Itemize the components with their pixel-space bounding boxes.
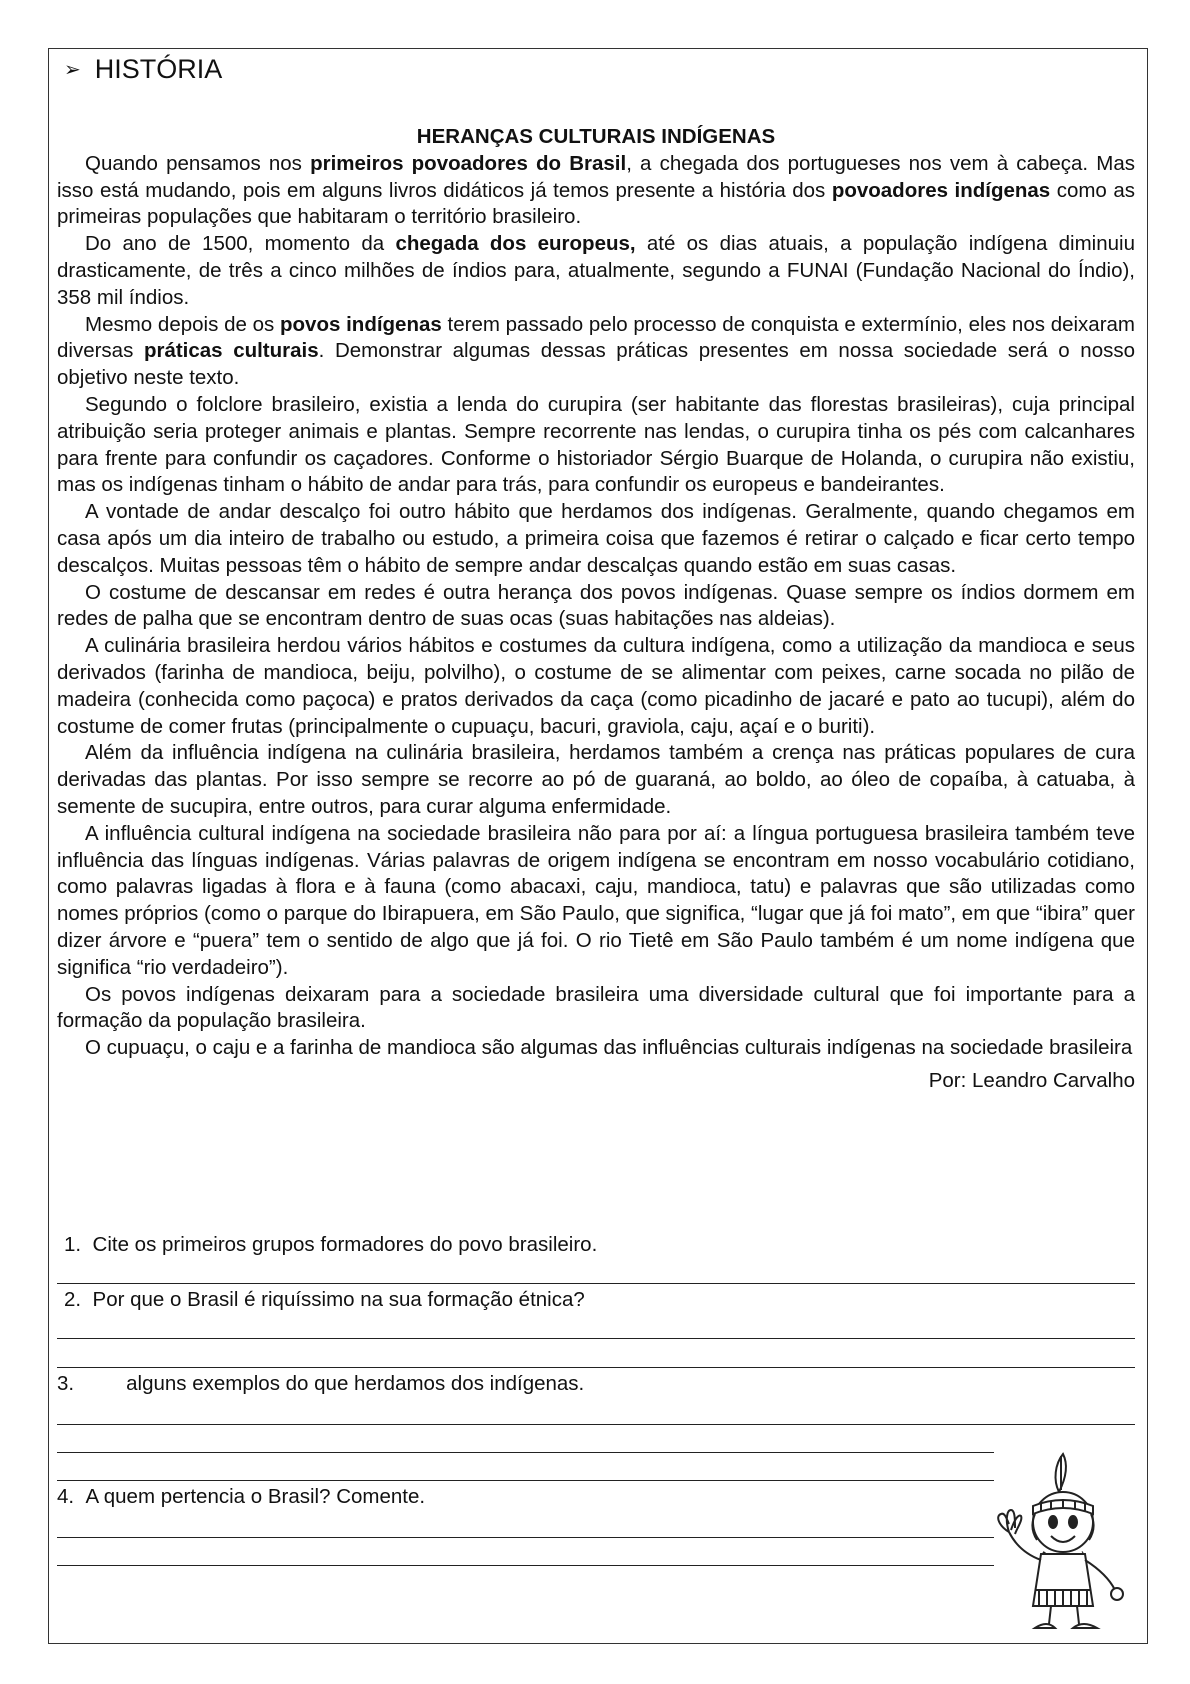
p3-bold-d: práticas culturais: [143, 339, 319, 363]
p1-text-a: Quando pensamos nos: [85, 151, 311, 175]
answer-line[interactable]: [57, 1480, 994, 1481]
p3-text-e: . Demonstrar algumas dessas práticas presentes em nossa sociedade será o nosso objetivo neste texto.: [57, 339, 1136, 390]
paragraph-10: Os povos indígenas deixaram para a sociedade brasileira uma diversidade cultural que foi importante para a formação da população brasileira.: [57, 982, 1135, 1033]
question-text: alguns exemplos do que herdamos dos indígenas.: [126, 1372, 585, 1395]
paragraph-11: O cupuaçu, o caju e a farinha de mandioca são algumas das influências culturais indígenas na sociedade brasileira: [85, 1036, 1133, 1060]
question-1: [64, 1233, 597, 1257]
p2-text-a: Do ano de 1500, momento da: [85, 232, 396, 256]
paragraph-4: Segundo o folclore brasileiro, existia a lenda do curupira (ser habitante das florestas brasileiras), cuja principal atribuição seria proteger animais e plantas. Sempre recorrente nas lendas, o curupira tinha os pés com calcanhares para frente para confundir os caçadores. Conforme o historiador Sérgio Buarque de Holanda, o curupira não existiu, mas os indígenas tinham o hábito de andar para trás, para confundir os europeus e bandeirantes.: [57, 392, 1135, 497]
answer-line[interactable]: [57, 1338, 1135, 1339]
question-text: A quem pertencia o Brasil? Comente.: [85, 1485, 426, 1508]
question-text: Por que o Brasil é riquíssimo na sua formação étnica?: [92, 1288, 585, 1311]
question-number: 4.: [57, 1485, 75, 1508]
p3-bold-b: povos indígenas: [280, 312, 442, 336]
paragraph-7: A culinária brasileira herdou vários hábitos e costumes da cultura indígena, como a utilização da mandioca e seus derivados (farinha de mandioca, beiju, polvilho), o costume de se alimentar com peixes, carne socada no pilão de madeira (conhecida como paçoca) e pratos derivados da caça (como picadinho de jacaré e pato ao tucupi), além do costume de comer frutas (principalmente o cupuaçu, bacuri, graviola, caju, açaí e o buriti).: [57, 634, 1135, 738]
answer-line[interactable]: [57, 1424, 1135, 1425]
subject-title: HISTÓRIA: [94, 54, 223, 84]
question-3: [57, 1372, 584, 1396]
article-title: HERANÇAS CULTURAIS INDÍGENAS: [416, 125, 776, 148]
answer-line[interactable]: [57, 1283, 1135, 1284]
question-text: Cite os primeiros grupos formadores do povo brasileiro.: [92, 1233, 598, 1256]
paragraph-8: Além da influência indígena na culinária brasileira, herdamos também a crença nas práticas populares de cura derivadas das plantas. Por isso sempre se recorre ao pó de guaraná, ao boldo, ao óleo de copaíba, à catuaba, à semente de sucupira, entre outros, para curar alguma enfermidade.: [57, 741, 1135, 818]
article: [57, 124, 1135, 1095]
question-2: [64, 1288, 585, 1312]
question-number: 1.: [64, 1233, 82, 1256]
paragraph-9: A influência cultural indígena na sociedade brasileira não para por aí: a língua portuguesa brasileira também teve influência das línguas indígenas. Várias palavras de origem indígena se encontram em nosso vocabulário cotidiano, como palavras ligadas à flora e à fauna (como abacaxi, caju, mandioca, tatu) e palavras que são utilizadas como nomes próprios (como o parque do Ibirapuera, em São Paulo, que significa, “lugar que já foi mato”, em que “ibira” quer dizer árvore e “puera” tem o sentido de algo que já foi. O rio Tietê em São Paulo também é um nome indígena que significa “rio verdadeiro”).: [57, 821, 1135, 979]
paragraph-5: A vontade de andar descalço foi outro hábito que herdamos dos indígenas. Geralmente, quando chegamos em casa após um dia inteiro de trabalho ou estudo, a primeira coisa que fazemos é retirar o calçado e ficar certo tempo descalços. Muitas pessoas têm o hábito de sempre andar descalças quando estão em suas casas.: [57, 500, 1135, 577]
paragraph-2: [57, 231, 1135, 311]
p1-text-e: como as primeiras populações que habitaram o território brasileiro.: [57, 178, 1135, 229]
p1-bold-b: primeiros povoadores do Brasil: [310, 151, 627, 175]
paragraph-3: [57, 312, 1135, 392]
p2-bold-b: chegada dos europeus,: [395, 232, 636, 256]
indigenous-child-illustration: [985, 1440, 1143, 1636]
arrow-bullet-icon: ➢: [64, 59, 81, 81]
question-number: 3.: [57, 1372, 75, 1395]
author-byline: Por: Leandro Carvalho: [928, 1068, 1135, 1092]
answer-line[interactable]: [57, 1367, 1135, 1368]
answer-line[interactable]: [57, 1537, 994, 1538]
question-number: 2.: [64, 1288, 82, 1311]
p2-text-c: até os dias atuais, a população indígena diminuiu drasticamente, de três a cinco milhões de índios para, atualmente, segundo a FUNAI (Fundação Nacional do Índio), 358 mil índios.: [57, 232, 1135, 309]
p1-text-c: , a chegada dos portugueses nos vem à cabeça. Mas isso está mudando, pois em alguns livros didáticos já temos presente a história dos: [57, 151, 1135, 202]
p3-text-a: Mesmo depois de os: [85, 312, 280, 336]
answer-line[interactable]: [57, 1452, 994, 1453]
question-4: [57, 1485, 425, 1509]
subject-header: [64, 54, 222, 85]
p3-text-c: terem passado pelo processo de conquista e extermínio, eles nos deixaram diversas: [57, 312, 1136, 363]
paragraph-6: O costume de descansar em redes é outra herança dos povos indígenas. Quase sempre os índios dormem em redes de palha que se encontram dentro de suas ocas (suas habitações nas aldeias).: [57, 580, 1135, 631]
paragraph-1: [57, 151, 1135, 231]
answer-line[interactable]: [57, 1565, 994, 1566]
p1-bold-d: povoadores indígenas: [831, 178, 1051, 202]
